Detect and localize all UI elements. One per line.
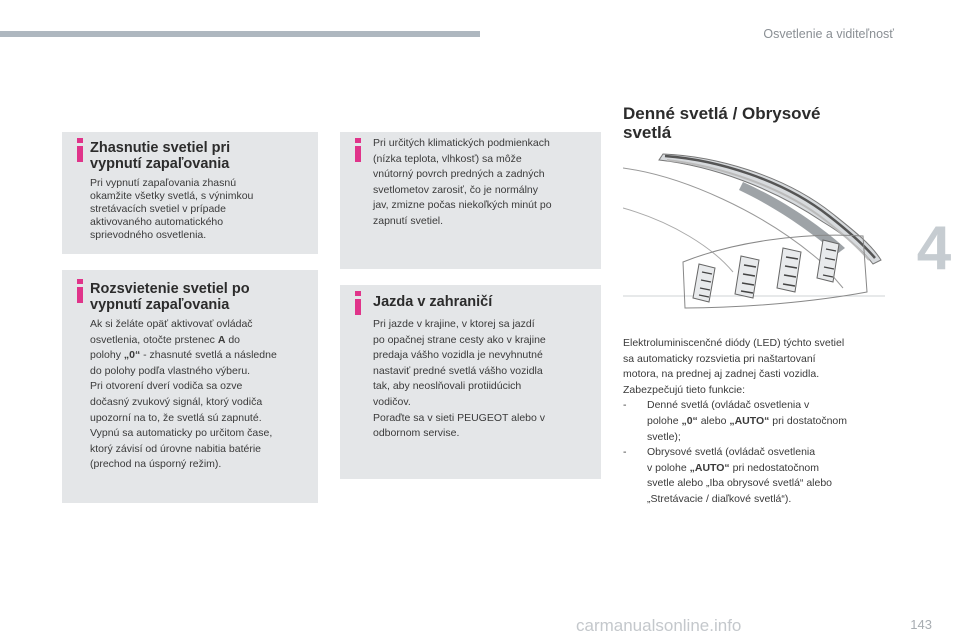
section-title: Osvetlenie a viditeľnosť (763, 27, 894, 41)
chapter-number: 4 (916, 213, 952, 283)
page-number: 143 (910, 617, 932, 632)
section-heading: Denné svetlá / Obrysové svetlá (623, 104, 821, 142)
box-title: Zhasnutie svetiel pri vypnutí zapaľovania (90, 140, 231, 172)
box-title: Jazda v zahraničí (373, 294, 493, 310)
top-decorative-bar (0, 31, 480, 37)
watermark: carmanualsonline.info (576, 616, 742, 635)
list-item: - Denné svetlá (ovládač osvetlenia v polohe „0“ alebo „AUTO“ pri dostatočnom svetle); (623, 399, 848, 443)
box-title: Rozsvietenie svetiel po vypnutí zapaľovania (90, 281, 250, 313)
box-text: Pri vypnutí zapaľovania zhasnú okamžite všetky svetlá, s výnimkou stretávacích svetiel v prípade aktivovaného automatického sprievodného osvetlenia. (90, 177, 254, 241)
box-text: Pri určitých klimatických podmienkach (nízka teplota, vlhkosť) sa môže vnútorný povrch predných a zadných svetlometov zarosiť, čo je normálny jav, zmizne počas niekoľkých minút po zapnutí svetiel. (373, 137, 552, 227)
box-text: Pri jazde v krajine, v ktorej sa jazdí po opačnej strane cesty ako v krajine predaja vášho vozidla je nevyhnutné nastaviť predné svetlá vášho vozidla tak, aby neoslňovali protiidúcich vodičov. Poraďte sa v sieti PEUGEOT alebo v odbornom servise. (373, 318, 546, 440)
info-icon (350, 291, 366, 315)
info-icon (72, 279, 88, 303)
list-item: - Obrysové svetlá (ovládač osvetlenia v polohe „AUTO“ pri nedostatočnom svetle alebo „Iba obrysové svetlá“ alebo „Stretávacie / diaľkové svetlá“). (623, 446, 833, 505)
headlight-illustration (623, 152, 885, 324)
box-text: Ak si želáte opäť aktivovať ovládač osvetlenia, otočte prstenec A do polohy „0“ - zhasnuté svetlá a následne do polohy podľa vlastného výberu. Pri otvorení dverí vodiča sa ozve dočasný zvukový signál, ktorý vodiča upozorní na to, že svetlá sú zapnuté. Vypnú sa automaticky po určitom čase, ktorý závisí od úrovne nabitia batérie (prechod na úsporný režim). (90, 318, 277, 471)
intro-text: Elektroluminiscenčné diódy (LED) týchto svetiel sa automaticky rozsvietia pri naštartovaní motora, na prednej aj zadnej časti vozidla. Zabezpečujú tieto funkcie: (623, 337, 845, 396)
daytime-lights-description (623, 336, 893, 508)
info-icon (350, 138, 366, 162)
info-icon (72, 138, 88, 162)
